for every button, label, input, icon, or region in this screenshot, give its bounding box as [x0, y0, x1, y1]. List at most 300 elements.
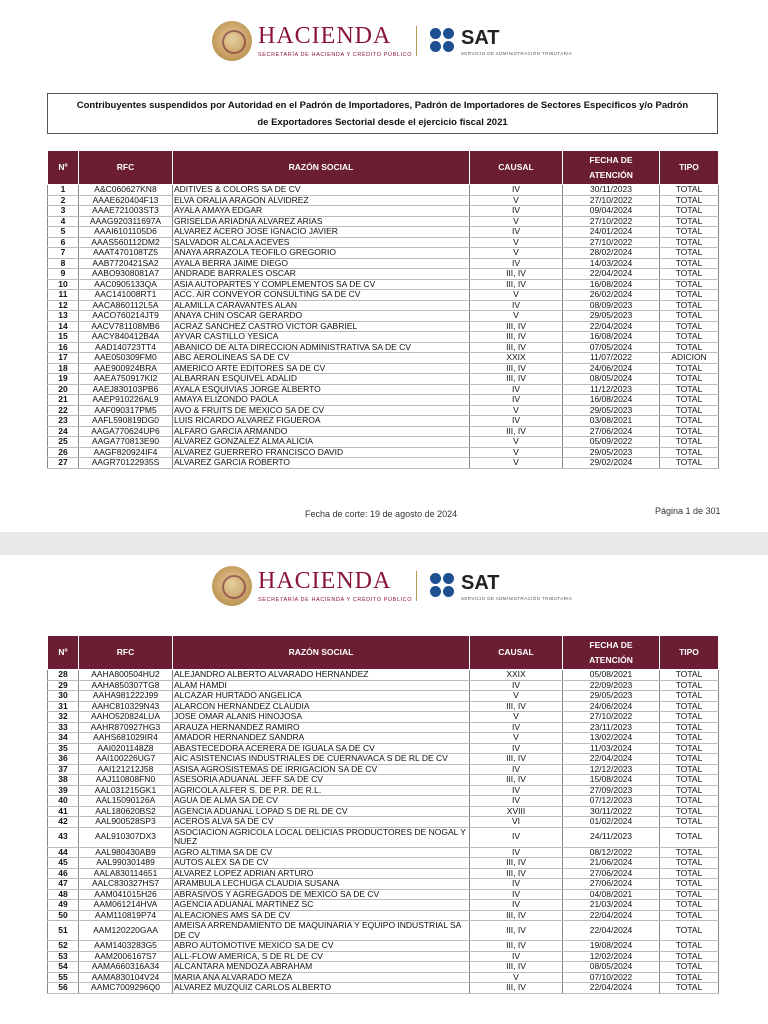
col-header-razon-social: RAZÓN SOCIAL	[173, 151, 470, 185]
table-row	[48, 972, 719, 983]
table-row	[48, 785, 719, 796]
fecha-cell: 22/04/2024	[563, 269, 660, 280]
rfc-cell: AAHA850307TG8	[79, 680, 173, 691]
sat-dots-icon	[430, 573, 458, 599]
rfc-cell: AAC0905133QA	[79, 279, 173, 290]
fecha-cell: 27/06/2024	[563, 426, 660, 437]
table-body	[48, 670, 719, 994]
header-logos	[0, 20, 768, 62]
fecha-cell: 11/12/2023	[563, 384, 660, 395]
fecha-cell: 27/09/2023	[563, 785, 660, 796]
fecha-cell: 01/02/2024	[563, 817, 660, 828]
table-row	[48, 206, 719, 217]
document-page-2	[0, 555, 768, 1024]
row-number: 30	[48, 691, 79, 702]
table-row	[48, 951, 719, 962]
razon-social-cell: ADITIVES & COLORS SA DE CV	[173, 185, 470, 196]
tipo-cell: TOTAL	[660, 754, 719, 765]
causal-cell: III, IV	[470, 374, 563, 385]
row-number: 5	[48, 227, 79, 238]
razon-social-cell: MARIA ANA ALVARADO MEZA	[173, 972, 470, 983]
row-number: 43	[48, 827, 79, 847]
rfc-cell: AAMA830104V24	[79, 972, 173, 983]
table-body	[48, 185, 719, 469]
row-number: 10	[48, 279, 79, 290]
razon-social-cell: ALVAREZ GARCIA ROBERTO	[173, 458, 470, 469]
table-row	[48, 353, 719, 364]
causal-cell: IV	[470, 300, 563, 311]
rfc-cell: AAL15090126A	[79, 796, 173, 807]
row-number: 7	[48, 248, 79, 259]
rfc-cell: AAM1403283G5	[79, 941, 173, 952]
fecha-cell: 27/06/2024	[563, 879, 660, 890]
fecha-cell: 03/08/2021	[563, 416, 660, 427]
row-number: 37	[48, 764, 79, 775]
causal-cell: IV	[470, 227, 563, 238]
table-row	[48, 248, 719, 259]
tipo-cell: TOTAL	[660, 712, 719, 723]
row-number: 41	[48, 806, 79, 817]
causal-cell: IV	[470, 951, 563, 962]
tipo-cell: TOTAL	[660, 248, 719, 259]
rfc-cell: AAAI6101105D6	[79, 227, 173, 238]
tipo-cell: TOTAL	[660, 764, 719, 775]
rfc-cell: AAM110819P74	[79, 910, 173, 921]
razon-social-cell: ALARCON HERNANDEZ CLAUDIA	[173, 701, 470, 712]
razon-social-cell: AYALA ESQUIVIAS JORGE ALBERTO	[173, 384, 470, 395]
fecha-cell: 16/08/2024	[563, 279, 660, 290]
tipo-cell: TOTAL	[660, 827, 719, 847]
rfc-cell: AAI0201148Z8	[79, 743, 173, 754]
table-row	[48, 363, 719, 374]
fecha-cell: 05/08/2021	[563, 670, 660, 681]
razon-social-cell: ASIA AUTOPARTES Y COMPLEMENTOS SA DE CV	[173, 279, 470, 290]
causal-cell: IV	[470, 258, 563, 269]
razon-social-cell: AGENCIA ADUANAL MARTINEZ SC	[173, 900, 470, 911]
sat-subtitle: SERVICIO DE ADMINISTRACIÓN TRIBUTARIA	[461, 596, 573, 601]
table-row	[48, 332, 719, 343]
col-header-rfc: RFC	[79, 151, 173, 185]
table-row	[48, 983, 719, 994]
col-header-razon-social: RAZÓN SOCIAL	[173, 636, 470, 670]
fecha-cell: 07/05/2024	[563, 342, 660, 353]
razon-social-cell: AVO & FRUITS DE MEXICO SA DE CV	[173, 405, 470, 416]
razon-social-cell: ACRAZ SANCHEZ CASTRO VICTOR GABRIEL	[173, 321, 470, 332]
razon-social-cell: ALCAZAR HURTADO ANGELICA	[173, 691, 470, 702]
row-number: 32	[48, 712, 79, 723]
tipo-cell: TOTAL	[660, 216, 719, 227]
tipo-cell: TOTAL	[660, 691, 719, 702]
causal-cell: IV	[470, 879, 563, 890]
row-number: 29	[48, 680, 79, 691]
tipo-cell: TOTAL	[660, 405, 719, 416]
tipo-cell: TOTAL	[660, 868, 719, 879]
table-row	[48, 847, 719, 858]
row-number: 3	[48, 206, 79, 217]
tipo-cell: TOTAL	[660, 889, 719, 900]
razon-social-cell: ALAMILLA CARAVANTES ALAN	[173, 300, 470, 311]
razon-social-cell: ABASTECEDORA ACERERA DE IGUALA SA DE CV	[173, 743, 470, 754]
row-number: 2	[48, 195, 79, 206]
razon-social-cell: ABRO AUTOMOTIVE MEXICO SA DE CV	[173, 941, 470, 952]
tipo-cell: TOTAL	[660, 983, 719, 994]
table-row	[48, 279, 719, 290]
tipo-cell: TOTAL	[660, 743, 719, 754]
table-row	[48, 827, 719, 847]
col-header-fecha-l2: ATENCIÓN	[589, 169, 633, 180]
tipo-cell: TOTAL	[660, 733, 719, 744]
causal-cell: IV	[470, 764, 563, 775]
tipo-cell: TOTAL	[660, 806, 719, 817]
razon-social-cell: AMEISA ARRENDAMIENTO DE MAQUINARIA Y EQUIPO INDUSTRIAL SA DE CV	[173, 921, 470, 941]
tipo-cell: TOTAL	[660, 384, 719, 395]
rfc-cell: AAFL590819DG0	[79, 416, 173, 427]
fecha-cell: 23/11/2023	[563, 722, 660, 733]
col-header-fecha-l2: ATENCIÓN	[589, 654, 633, 665]
table-row	[48, 858, 719, 869]
rfc-cell: AAHA800504HU2	[79, 670, 173, 681]
causal-cell: V	[470, 311, 563, 322]
title-line-2: de Exportadores Sectorial desde el ejercicio fiscal 2021	[257, 117, 508, 128]
fecha-cell: 11/07/2022	[563, 353, 660, 364]
table-row	[48, 416, 719, 427]
table-row	[48, 712, 719, 723]
fecha-cell: 16/08/2024	[563, 332, 660, 343]
causal-cell: V	[470, 447, 563, 458]
row-number: 35	[48, 743, 79, 754]
razon-social-cell: ACEROS ALVA SA DE CV	[173, 817, 470, 828]
row-number: 31	[48, 701, 79, 712]
razon-social-cell: ASISA AGROSISTEMAS DE IRRIGACION SA DE CV	[173, 764, 470, 775]
hacienda-wordmark: HACIENDA	[258, 568, 392, 594]
causal-cell: III, IV	[470, 321, 563, 332]
tipo-cell: TOTAL	[660, 269, 719, 280]
tipo-cell: TOTAL	[660, 680, 719, 691]
razon-social-cell: ALAM HAMDI	[173, 680, 470, 691]
rfc-cell: AAGA770624UP6	[79, 426, 173, 437]
row-number: 17	[48, 353, 79, 364]
table-row	[48, 796, 719, 807]
tipo-cell: TOTAL	[660, 374, 719, 385]
rfc-cell: AAL031215GK1	[79, 785, 173, 796]
causal-cell: V	[470, 972, 563, 983]
table-row	[48, 458, 719, 469]
causal-cell: IV	[470, 206, 563, 217]
logo-divider	[416, 26, 417, 56]
row-number: 23	[48, 416, 79, 427]
table-row	[48, 447, 719, 458]
rfc-cell: AAI121212J58	[79, 764, 173, 775]
razon-social-cell: AUTOS ALEX SA DE CV	[173, 858, 470, 869]
causal-cell: III, IV	[470, 910, 563, 921]
coat-of-arms-icon	[212, 21, 252, 61]
razon-social-cell: ASOCIACION AGRICOLA LOCAL DELICIAS PRODUCTORES DE NOGAL Y NUEZ	[173, 827, 470, 847]
row-number: 39	[48, 785, 79, 796]
causal-cell: IV	[470, 743, 563, 754]
tipo-cell: TOTAL	[660, 206, 719, 217]
tipo-cell: TOTAL	[660, 447, 719, 458]
table-row	[48, 426, 719, 437]
tipo-cell: TOTAL	[660, 458, 719, 469]
table-row	[48, 889, 719, 900]
row-number: 54	[48, 962, 79, 973]
tipo-cell: TOTAL	[660, 817, 719, 828]
fecha-cell: 05/09/2022	[563, 437, 660, 448]
fecha-cell: 29/05/2023	[563, 311, 660, 322]
title-line-1: Contribuyentes suspendidos por Autoridad en el Padrón de Importadores, Padrón de Importadores de Sectores Específicos y/o Padrón	[76, 100, 689, 111]
tipo-cell: TOTAL	[660, 858, 719, 869]
fecha-cell: 07/10/2022	[563, 972, 660, 983]
rfc-cell: AAHR870927HG3	[79, 722, 173, 733]
causal-cell: V	[470, 691, 563, 702]
tipo-cell: TOTAL	[660, 416, 719, 427]
causal-cell: III, IV	[470, 983, 563, 994]
tipo-cell: TOTAL	[660, 775, 719, 786]
suspended-taxpayers-table	[47, 635, 719, 994]
fecha-cell: 19/08/2024	[563, 941, 660, 952]
tipo-cell: TOTAL	[660, 227, 719, 238]
document-title	[47, 93, 718, 134]
tipo-cell: ADICION	[660, 353, 719, 364]
row-number: 21	[48, 395, 79, 406]
table-row	[48, 722, 719, 733]
col-header-fecha-l1: FECHA DE	[589, 154, 633, 165]
table-row	[48, 900, 719, 911]
fecha-cell: 24/06/2024	[563, 363, 660, 374]
causal-cell: V	[470, 733, 563, 744]
causal-cell: III, IV	[470, 868, 563, 879]
fecha-cell: 27/10/2022	[563, 216, 660, 227]
table-row	[48, 311, 719, 322]
table-row	[48, 195, 719, 206]
fecha-cell: 08/05/2024	[563, 962, 660, 973]
rfc-cell: AAM061214HVA	[79, 900, 173, 911]
fecha-cell: 13/02/2024	[563, 733, 660, 744]
rfc-cell: AAB7720421SA2	[79, 258, 173, 269]
row-number: 46	[48, 868, 79, 879]
table-row	[48, 269, 719, 280]
col-header-rfc: RFC	[79, 636, 173, 670]
fecha-cell: 30/11/2023	[563, 185, 660, 196]
tipo-cell: TOTAL	[660, 311, 719, 322]
fecha-cell: 12/12/2023	[563, 764, 660, 775]
tipo-cell: TOTAL	[660, 951, 719, 962]
row-number: 55	[48, 972, 79, 983]
fecha-cell: 26/02/2024	[563, 290, 660, 301]
tipo-cell: TOTAL	[660, 363, 719, 374]
table-row	[48, 701, 719, 712]
rfc-cell: AAAS560112DM2	[79, 237, 173, 248]
razon-social-cell: JOSE OMAR ALANIS HINOJOSA	[173, 712, 470, 723]
fecha-cell: 22/04/2024	[563, 754, 660, 765]
tipo-cell: TOTAL	[660, 258, 719, 269]
tipo-cell: TOTAL	[660, 796, 719, 807]
causal-cell: III, IV	[470, 941, 563, 952]
col-header-num: Nº	[48, 636, 79, 670]
rfc-cell: AACA860112L5A	[79, 300, 173, 311]
causal-cell: XXIX	[470, 670, 563, 681]
tipo-cell: TOTAL	[660, 237, 719, 248]
rfc-cell: AAL900528SP3	[79, 817, 173, 828]
row-number: 33	[48, 722, 79, 733]
tipo-cell: TOTAL	[660, 195, 719, 206]
razon-social-cell: ANAYA CHIN OSCAR GERARDO	[173, 311, 470, 322]
razon-social-cell: AYALA AMAYA EDGAR	[173, 206, 470, 217]
table-row	[48, 300, 719, 311]
causal-cell: IV	[470, 395, 563, 406]
razon-social-cell: ALVAREZ LOPEZ ADRIAN ARTURO	[173, 868, 470, 879]
causal-cell: V	[470, 248, 563, 259]
page-number: Página 1 de 301	[655, 506, 721, 516]
fecha-cell: 11/03/2024	[563, 743, 660, 754]
rfc-cell: AAMA660316A34	[79, 962, 173, 973]
row-number: 44	[48, 847, 79, 858]
row-number: 9	[48, 269, 79, 280]
razon-social-cell: ALVAREZ ACERO JOSE IGNACIO JAVIER	[173, 227, 470, 238]
causal-cell: IV	[470, 796, 563, 807]
rfc-cell: AAHC810329N43	[79, 701, 173, 712]
row-number: 24	[48, 426, 79, 437]
table-row	[48, 437, 719, 448]
tipo-cell: TOTAL	[660, 910, 719, 921]
table-row	[48, 910, 719, 921]
rfc-cell: AALA830114651	[79, 868, 173, 879]
row-number: 19	[48, 374, 79, 385]
hacienda-subtitle: SECRETARÍA DE HACIENDA Y CRÉDITO PÚBLICO	[258, 597, 413, 603]
tipo-cell: TOTAL	[660, 426, 719, 437]
row-number: 34	[48, 733, 79, 744]
table-row	[48, 185, 719, 196]
row-number: 16	[48, 342, 79, 353]
row-number: 12	[48, 300, 79, 311]
row-number: 6	[48, 237, 79, 248]
row-number: 40	[48, 796, 79, 807]
fecha-cell: 24/01/2024	[563, 227, 660, 238]
suspended-taxpayers-table	[47, 150, 719, 469]
razon-social-cell: LUIS RICARDO ALVAREZ FIGUEROA	[173, 416, 470, 427]
causal-cell: III, IV	[470, 342, 563, 353]
hacienda-subtitle: SECRETARÍA DE HACIENDA Y CRÉDITO PÚBLICO	[258, 52, 413, 58]
row-number: 15	[48, 332, 79, 343]
table-row	[48, 227, 719, 238]
causal-cell: III, IV	[470, 269, 563, 280]
rfc-cell: AAAG920311697A	[79, 216, 173, 227]
col-header-fecha-l1: FECHA DE	[589, 639, 633, 650]
table-row	[48, 216, 719, 227]
tipo-cell: TOTAL	[660, 785, 719, 796]
razon-social-cell: ALEACIONES AMS SA DE CV	[173, 910, 470, 921]
rfc-cell: A&C060627KN8	[79, 185, 173, 196]
fecha-cell: 12/02/2024	[563, 951, 660, 962]
rfc-cell: AAC141008RT1	[79, 290, 173, 301]
razon-social-cell: ALVAREZ GONZALEZ ALMA ALICIA	[173, 437, 470, 448]
row-number: 56	[48, 983, 79, 994]
tipo-cell: TOTAL	[660, 900, 719, 911]
table-row	[48, 384, 719, 395]
razon-social-cell: AMADOR HERNANDEZ SANDRA	[173, 733, 470, 744]
causal-cell: III, IV	[470, 279, 563, 290]
rfc-cell: AACV781108MB6	[79, 321, 173, 332]
tipo-cell: TOTAL	[660, 972, 719, 983]
fecha-cell: 08/12/2022	[563, 847, 660, 858]
causal-cell: IV	[470, 722, 563, 733]
row-number: 36	[48, 754, 79, 765]
rfc-cell: AAL180620BS2	[79, 806, 173, 817]
razon-social-cell: ABC AEROLINEAS SA DE CV	[173, 353, 470, 364]
razon-social-cell: ELVA ORALIA ARAGON ALVIDREZ	[173, 195, 470, 206]
fecha-cell: 22/04/2024	[563, 910, 660, 921]
row-number: 26	[48, 447, 79, 458]
rfc-cell: AAL910307DX3	[79, 827, 173, 847]
tipo-cell: TOTAL	[660, 437, 719, 448]
tipo-cell: TOTAL	[660, 879, 719, 890]
col-header-num: Nº	[48, 151, 79, 185]
causal-cell: IV	[470, 847, 563, 858]
causal-cell: IV	[470, 889, 563, 900]
razon-social-cell: AYVAR CASTILLO YESICA	[173, 332, 470, 343]
causal-cell: IV	[470, 900, 563, 911]
row-number: 8	[48, 258, 79, 269]
fecha-cell: 24/11/2023	[563, 827, 660, 847]
row-number: 38	[48, 775, 79, 786]
fecha-cell: 08/09/2023	[563, 300, 660, 311]
table-header-row	[48, 636, 719, 670]
col-header-causal: CAUSAL	[470, 151, 563, 185]
fecha-cell: 24/06/2024	[563, 701, 660, 712]
rfc-cell: AAL990301489	[79, 858, 173, 869]
causal-cell: IV	[470, 785, 563, 796]
rfc-cell: AAHO520824LUA	[79, 712, 173, 723]
table-row	[48, 405, 719, 416]
causal-cell: VI	[470, 817, 563, 828]
row-number: 18	[48, 363, 79, 374]
table-row	[48, 921, 719, 941]
rfc-cell: AAMC7009296Q0	[79, 983, 173, 994]
table-row	[48, 680, 719, 691]
causal-cell: III, IV	[470, 426, 563, 437]
razon-social-cell: ALVAREZ MUZQUIZ CARLOS ALBERTO	[173, 983, 470, 994]
fecha-cell: 28/02/2024	[563, 248, 660, 259]
razon-social-cell: ALCANTARA MENDOZA ABRAHAM	[173, 962, 470, 973]
row-number: 14	[48, 321, 79, 332]
rfc-cell: AAM2006167S7	[79, 951, 173, 962]
col-header-fecha	[563, 636, 660, 670]
fecha-cell: 22/09/2023	[563, 680, 660, 691]
cutoff-date: Fecha de corte: 19 de agosto de 2024	[305, 509, 458, 519]
tipo-cell: TOTAL	[660, 962, 719, 973]
table-row	[48, 321, 719, 332]
causal-cell: V	[470, 405, 563, 416]
header-logos	[0, 565, 768, 607]
rfc-cell: AAEA750917KI2	[79, 374, 173, 385]
causal-cell: III, IV	[470, 775, 563, 786]
rfc-cell: AAD140723TT4	[79, 342, 173, 353]
causal-cell: IV	[470, 384, 563, 395]
table-row	[48, 868, 719, 879]
fecha-cell: 29/02/2024	[563, 458, 660, 469]
fecha-cell: 27/10/2022	[563, 712, 660, 723]
causal-cell: III, IV	[470, 363, 563, 374]
fecha-cell: 08/05/2024	[563, 374, 660, 385]
table-row	[48, 941, 719, 952]
table-row	[48, 290, 719, 301]
razon-social-cell: AGRO ALTIMA SA DE CV	[173, 847, 470, 858]
razon-social-cell: ALVAREZ GUERRERO FRANCISCO DAVID	[173, 447, 470, 458]
rfc-cell: AAE900924BRA	[79, 363, 173, 374]
table-row	[48, 342, 719, 353]
fecha-cell: 30/11/2022	[563, 806, 660, 817]
fecha-cell: 22/04/2024	[563, 983, 660, 994]
